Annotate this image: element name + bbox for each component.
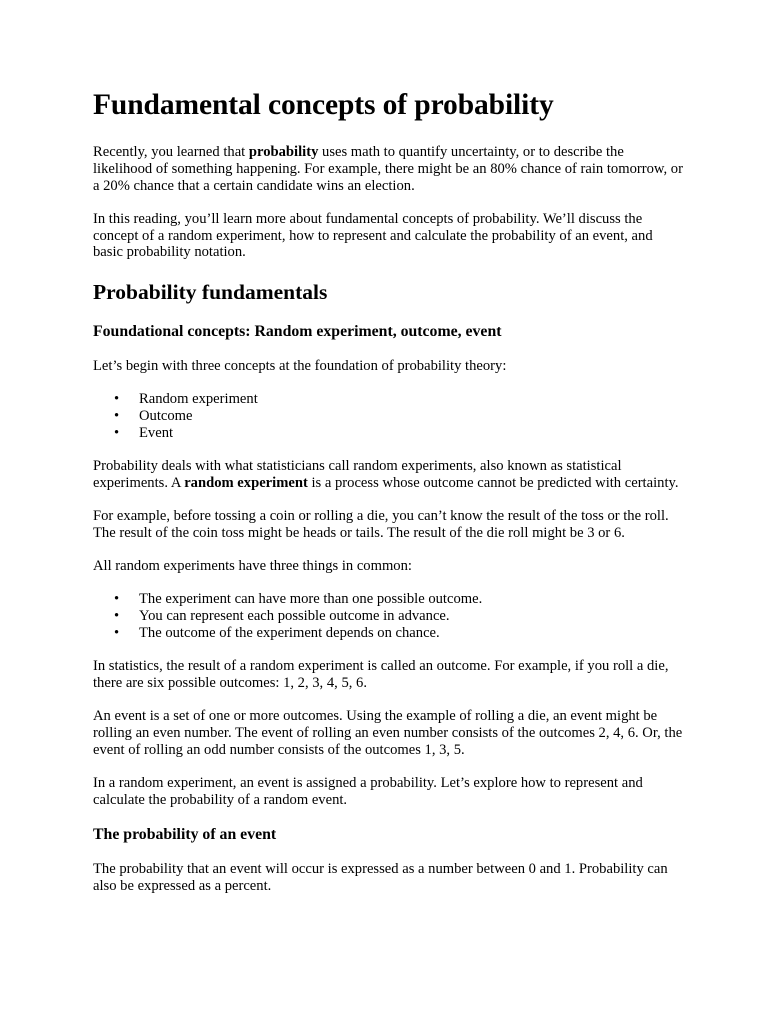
- probability-range-paragraph: The probability that an event will occur is expressed as a number between 0 and 1. Probability can also be expressed as a percent.: [93, 861, 668, 895]
- bullet-icon: •: [114, 407, 120, 424]
- outcome-paragraph: In statistics, the result of a random experiment is called an outcome. For example, if you roll a die, there are six possible outcomes: 1, 2, 3, 4, 5, 6.: [93, 658, 669, 692]
- term-probability: probability: [248, 144, 319, 160]
- document-page: [93, 86, 683, 912]
- common-traits-list: [93, 591, 683, 641]
- list-item-text: The experiment can have more than one possible outcome.: [139, 591, 483, 608]
- random-experiment-paragraph: [93, 458, 683, 492]
- example-paragraph: For example, before tossing a coin or rolling a die, you can’t know the result of the toss or the roll. The result of the coin toss might be heads or tails. The result of the die roll might be 3 or 6.: [93, 508, 669, 541]
- assign-probability-paragraph: In a random experiment, an event is assigned a probability. Let’s explore how to represent and calculate the probability of a random event.: [93, 775, 643, 809]
- subheading-probability-of-event: The probability of an event: [93, 826, 277, 844]
- list-item-text: Outcome: [139, 407, 193, 424]
- list-item-text: You can represent each possible outcome in advance.: [139, 608, 450, 625]
- list-item: [114, 625, 683, 642]
- random-experiment-text-after: is a process whose outcome cannot be predicted with certainty.: [307, 474, 679, 491]
- list-item: [114, 391, 683, 408]
- bullet-icon: •: [114, 625, 120, 642]
- term-random-experiment: random experiment: [184, 474, 308, 491]
- bullet-icon: •: [114, 391, 120, 408]
- list-item: [114, 407, 683, 425]
- list-item-text: The outcome of the experiment depends on chance.: [139, 625, 440, 642]
- random-experiment-text-before: Probability deals with what statisticians call random experiments, also known as statistical experiments. A: [93, 457, 622, 491]
- concepts-list: [93, 391, 683, 441]
- bullet-icon: •: [114, 608, 120, 625]
- section-heading-probability-fundamentals: Probability fundamentals: [93, 279, 328, 304]
- list-item: [114, 608, 683, 625]
- subheading-foundational-concepts: Foundational concepts: Random experiment, outcome, event: [93, 322, 502, 340]
- bullet-icon: •: [114, 591, 120, 608]
- intro-paragraph-1: [93, 144, 683, 194]
- intro-paragraph-2: In this reading, you’ll learn more about fundamental concepts of probability. We’ll discuss the concept of a random experiment, how to represent and calculate the probability of an event, and basic probability notation.: [93, 210, 653, 261]
- event-paragraph: An event is a set of one or more outcomes. Using the example of rolling a die, an event might be rolling an even number. The event of rolling an even number consists of the outcomes 2, 4, 6. Or, the event of rolling an odd number consists of the outcomes 1, 3, 5.: [93, 708, 683, 759]
- concepts-lead-paragraph: Let’s begin with three concepts at the foundation of probability theory:: [93, 357, 507, 374]
- list-item: [114, 591, 683, 608]
- intro-p1-text-after: uses math to quantify uncertainty, or to describe the likelihood of something happening. For example, there might be an 80% chance of rain tomorrow, or a 20% chance that a certain candidate wins an election.: [93, 144, 683, 194]
- list-item: [114, 424, 683, 442]
- document-title: Fundamental concepts of probability: [93, 89, 554, 121]
- intro-p1-text-before: Recently, you learned that: [93, 144, 249, 160]
- bullet-icon: •: [114, 424, 120, 441]
- common-lead-paragraph: All random experiments have three things in common:: [93, 558, 412, 575]
- list-item-text: Event: [139, 424, 174, 441]
- list-item-text: Random experiment: [139, 391, 258, 408]
